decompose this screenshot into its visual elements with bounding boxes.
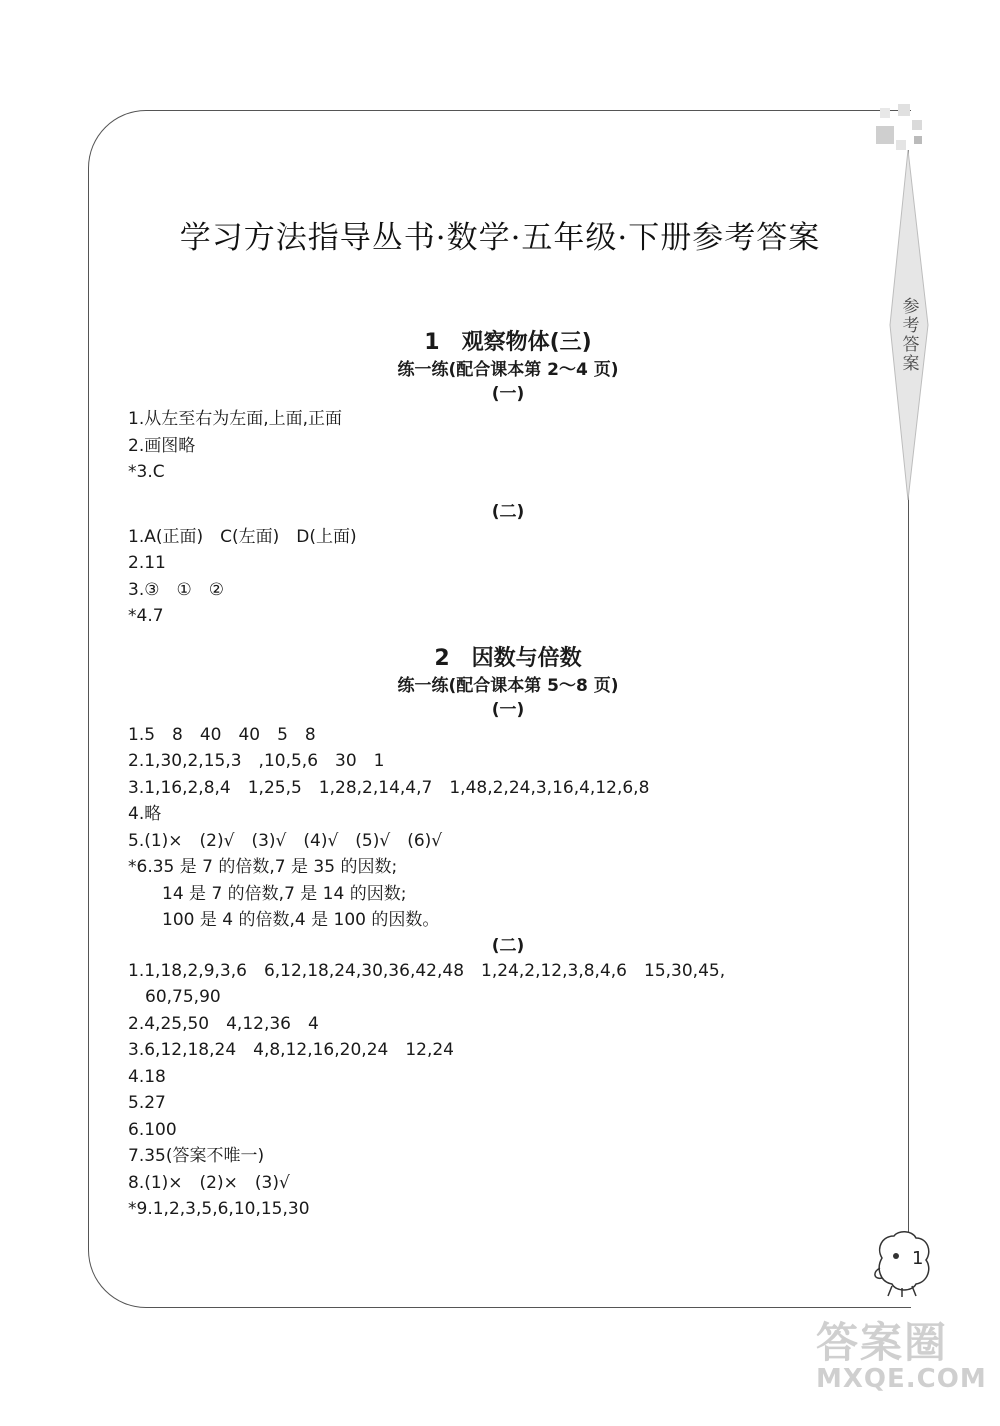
corner-square-decoration [898, 104, 910, 116]
part-label: (一) [491, 699, 525, 720]
practice-heading: 练一练(配合课本第 2～4 页) [397, 360, 619, 380]
answer-line: 2.11 [128, 553, 166, 573]
answer-line: 7.35(答案不唯一) [128, 1146, 265, 1166]
answer-line: 5.(1)× (2)√ (3)√ (4)√ (5)√ (6)√ [128, 830, 443, 851]
side-tab-label: 参考答案 [902, 297, 920, 374]
answer-line: 1.A(正面) C(左面) D(上面) [128, 526, 357, 547]
answer-line: 3.1,16,2,8,4 1,25,5 1,28,2,14,4,7 1,48,2,24,3,16,4,12,6,8 [128, 777, 650, 798]
section-heading: 2 因数与倍数 [434, 645, 582, 671]
answer-line: 8.(1)× (2)× (3)√ [128, 1172, 290, 1193]
mascot-page-badge [872, 1228, 936, 1298]
watermark [816, 1310, 987, 1394]
answer-line: 1.从左至右为左面,上面,正面 [128, 409, 343, 429]
corner-square-decoration [876, 126, 894, 144]
page-title: 学习方法指导丛书·数学·五年级·下册参考答案 [179, 220, 821, 256]
answer-line: 2.1,30,2,15,3 ,10,5,6 30 1 [128, 751, 385, 771]
answer-line: 5.27 [128, 1093, 166, 1113]
answer-line: *6.35 是 7 的倍数,7 是 35 的因数; [128, 857, 398, 877]
answer-line: 3.③ ① ② [128, 579, 224, 600]
part-label: (二) [491, 501, 525, 522]
answer-line: 14 是 7 的倍数,7 是 14 的因数; [128, 883, 407, 904]
answer-line: 100 是 4 的倍数,4 是 100 的因数。 [128, 910, 440, 930]
answer-line: 3.6,12,18,24 4,8,12,16,20,24 12,24 [128, 1040, 454, 1060]
answer-line: 2.画图略 [128, 435, 196, 456]
corner-square-decoration [914, 136, 922, 144]
corner-square-decoration [880, 108, 890, 118]
answer-content [128, 328, 888, 1223]
page-number: 1 [912, 1248, 924, 1269]
answer-line: 1.1,18,2,9,3,6 6,12,18,24,30,36,42,48 1,24,2,12,3,8,4,6 15,30,45, [128, 960, 726, 981]
part-label: (二) [491, 935, 525, 956]
answer-line: 4.略 [128, 804, 162, 824]
corner-square-decoration [912, 120, 922, 130]
answer-line: 60,75,90 [128, 987, 221, 1007]
answer-line: 6.100 [128, 1119, 177, 1140]
answer-line: *4.7 [128, 606, 164, 626]
answer-line: *9.1,2,3,5,6,10,15,30 [128, 1199, 310, 1219]
answer-line: 1.5 8 40 40 5 8 [128, 724, 316, 745]
answer-line: 2.4,25,50 4,12,36 4 [128, 1013, 319, 1034]
watermark-top: 答案圈 [816, 1318, 949, 1367]
watermark-bottom: MXQE.COM [816, 1364, 987, 1394]
corner-square-decoration [896, 140, 906, 150]
practice-heading: 练一练(配合课本第 5～8 页) [397, 675, 619, 696]
section-heading: 1 观察物体(三) [424, 330, 592, 355]
answer-line: *3.C [128, 462, 165, 482]
part-label: (一) [491, 384, 525, 404]
answer-line: 4.18 [128, 1066, 166, 1087]
